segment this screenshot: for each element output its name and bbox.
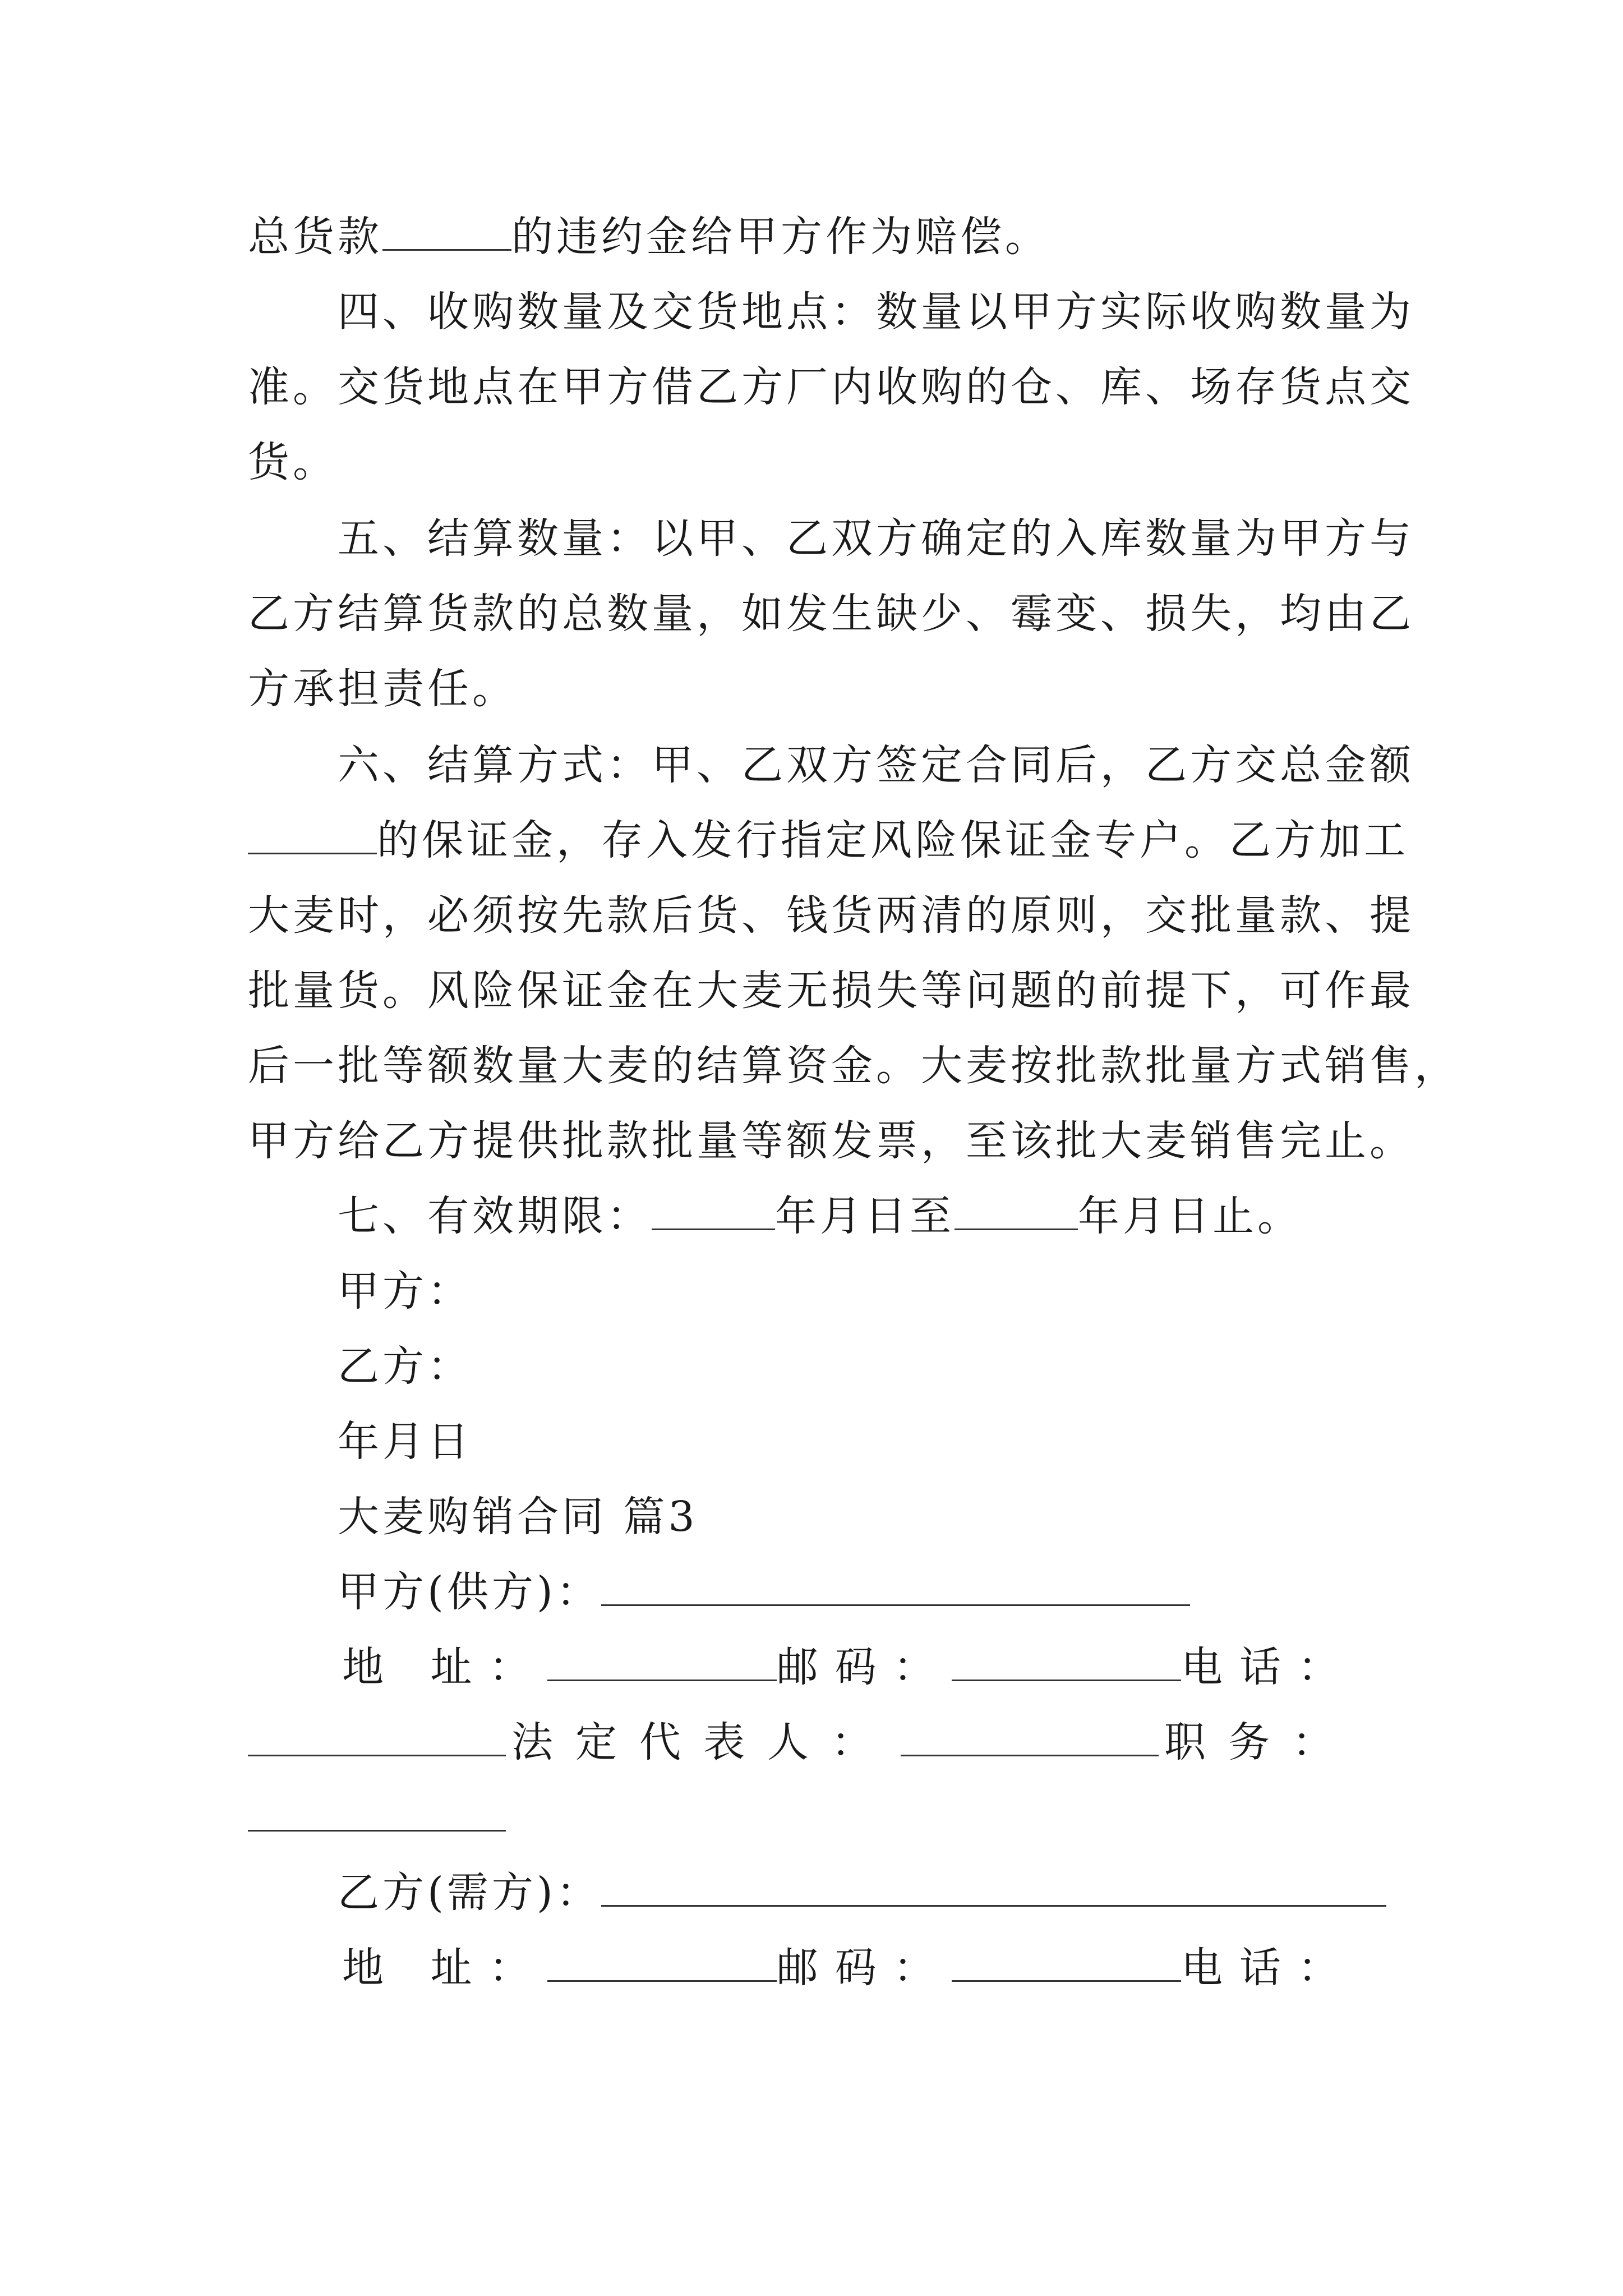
buyer-row: 乙方(需方)： — [338, 1865, 1392, 1921]
buyer-postcode-field[interactable] — [952, 1941, 1181, 1982]
blank-deposit-amount[interactable] — [248, 813, 377, 854]
clause-5-line-1: 五、结算数量：以甲、乙双方确定的入库数量为甲方与 — [338, 514, 1414, 563]
supplier-name-field[interactable] — [601, 1565, 1190, 1606]
section-title: 大麦购销合同 篇3 — [338, 1493, 698, 1541]
signature-party-a: 甲方： — [338, 1267, 472, 1315]
supplier-position-field[interactable] — [248, 1791, 506, 1832]
clause-4-line-3: 货。 — [248, 438, 338, 486]
clause-4-line-2: 准。交货地点在甲方借乙方厂内收购的仓、库、场存货点交 — [248, 363, 1414, 411]
supplier-address-row: 地 址： 邮码： 电话： — [342, 1639, 1356, 1695]
buyer-address-field[interactable] — [547, 1941, 777, 1982]
supplier-legal-rep-field[interactable] — [901, 1715, 1159, 1756]
clause-6-line-5: 后一批等额数量大麦的结算资金。大麦按批款批量方式销售， — [248, 1042, 1459, 1090]
clause-6-line-1: 六、结算方式：甲、乙双方签定合同后，乙方交总金额 — [338, 741, 1414, 789]
blank-start-year[interactable] — [652, 1189, 775, 1230]
clause-6-line-6: 甲方给乙方提供批款批量等额发票，至该批大麦销售完止。 — [248, 1117, 1414, 1165]
clause-5-line-2: 乙方结算货款的总数量，如发生缺少、霉变、损失，均由乙 — [248, 590, 1414, 638]
supplier-row: 甲方(供方)： — [338, 1564, 1392, 1620]
supplier-phone-field[interactable] — [248, 1715, 506, 1756]
signature-date: 年月日 — [338, 1418, 472, 1466]
supplier-address-field[interactable] — [547, 1640, 777, 1681]
supplier-rep-row: 法定代表人： 职务： — [248, 1714, 1356, 1770]
buyer-name-field[interactable] — [601, 1866, 1386, 1907]
buyer-address-row: 地 址： 邮码： 电话： — [342, 1940, 1356, 1996]
clause-6-line-2: 的保证金，存入发行指定风险保证金专户。乙方加工 — [248, 812, 1392, 868]
clause-4-line-1: 四、收购数量及交货地点：数量以甲方实际收购数量为 — [338, 288, 1414, 336]
clause-6-line-3: 大麦时，必须按先款后货、钱货两清的原则，交批量款、提 — [248, 891, 1414, 940]
paragraph-penalty-end: 总货款 的违约金给甲方作为赔偿。 — [248, 209, 1392, 265]
blank-penalty-rate[interactable] — [382, 210, 511, 251]
clause-5-line-3: 方承担责任。 — [248, 665, 517, 713]
signature-party-b: 乙方： — [338, 1342, 472, 1391]
supplier-position-row — [248, 1789, 1392, 1846]
clause-6-line-4: 批量货。风险保证金在大麦无损失等问题的前提下，可作最 — [248, 967, 1414, 1015]
blank-end-year[interactable] — [955, 1189, 1078, 1230]
supplier-postcode-field[interactable] — [952, 1640, 1181, 1681]
clause-7: 七、有效期限： 年月日至 年月日止。 — [338, 1188, 1392, 1244]
